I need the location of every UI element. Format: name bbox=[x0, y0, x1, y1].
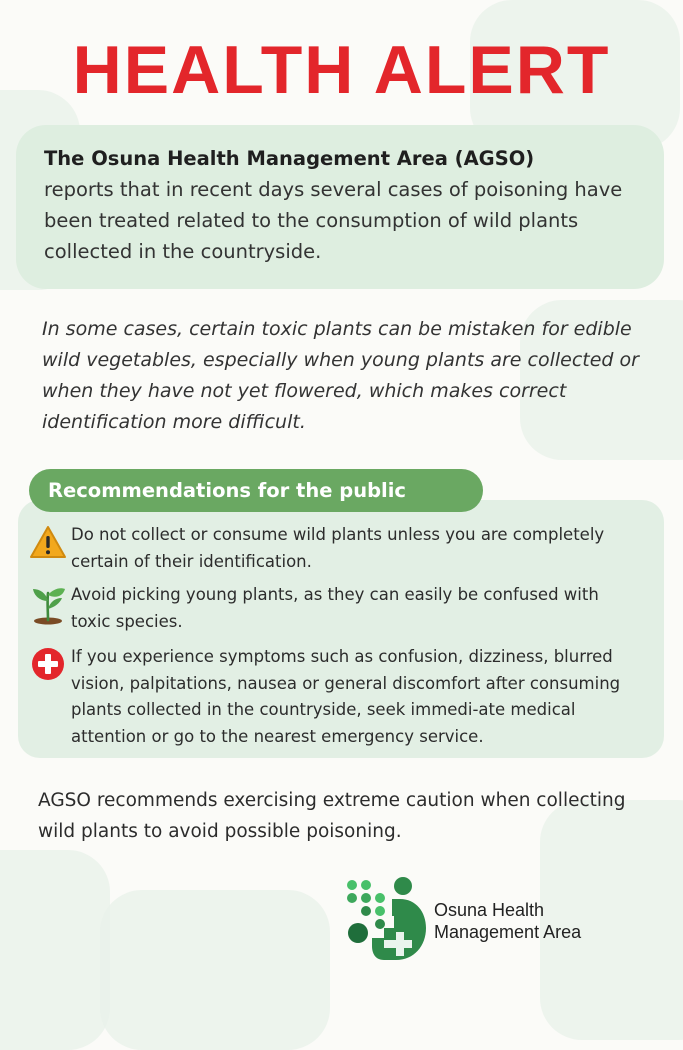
seedling-icon bbox=[28, 582, 68, 622]
recommendations-heading: Recommendations for the public bbox=[29, 469, 483, 512]
agso-logo bbox=[340, 876, 581, 966]
recommendation-item bbox=[28, 522, 631, 575]
note-paragraph: In some cases, certain toxic plants can be mistaken for edible wild vegetables, especially when young plants are collected or when they have not yet flowered, which makes correct identification more difficult. bbox=[42, 318, 639, 433]
recommendation-item bbox=[28, 582, 631, 635]
background-shape bbox=[0, 850, 110, 1050]
warning-icon bbox=[28, 522, 68, 562]
logo-line-2: Management Area bbox=[434, 922, 582, 942]
intro-paragraph bbox=[44, 143, 640, 267]
closing-paragraph: AGSO recommends exercising extreme caution when collecting wild plants to avoid possible poisoning. bbox=[38, 790, 626, 842]
recommendation-text: If you experience symptoms such as confusion, dizziness, blurred vision, palpitations, nausea or general discomfort after consuming plants collected in the countryside, seek immedi-ate medical attention or go to the nearest emergency service. bbox=[71, 647, 621, 746]
agso-logo-text bbox=[434, 899, 581, 943]
agso-logo-mark bbox=[340, 876, 430, 966]
recommendation-text: Avoid picking young plants, as they can easily be confused with toxic species. bbox=[71, 585, 599, 631]
recommendation-text: Do not collect or consume wild plants unless you are completely certain of their identification. bbox=[71, 525, 605, 571]
page-title: HEALTH ALERT bbox=[72, 32, 611, 108]
intro-box bbox=[16, 125, 664, 289]
recommendation-item bbox=[28, 644, 631, 750]
intro-body: reports that in recent days several cases of poisoning have been treated related to the consumption of wild plants collected in the countryside. bbox=[44, 178, 623, 263]
intro-lead: The Osuna Health Management Area (AGSO) bbox=[44, 147, 535, 170]
medical-cross-icon bbox=[28, 644, 68, 684]
logo-line-1: Osuna Health bbox=[434, 900, 545, 920]
background-shape bbox=[100, 890, 330, 1050]
